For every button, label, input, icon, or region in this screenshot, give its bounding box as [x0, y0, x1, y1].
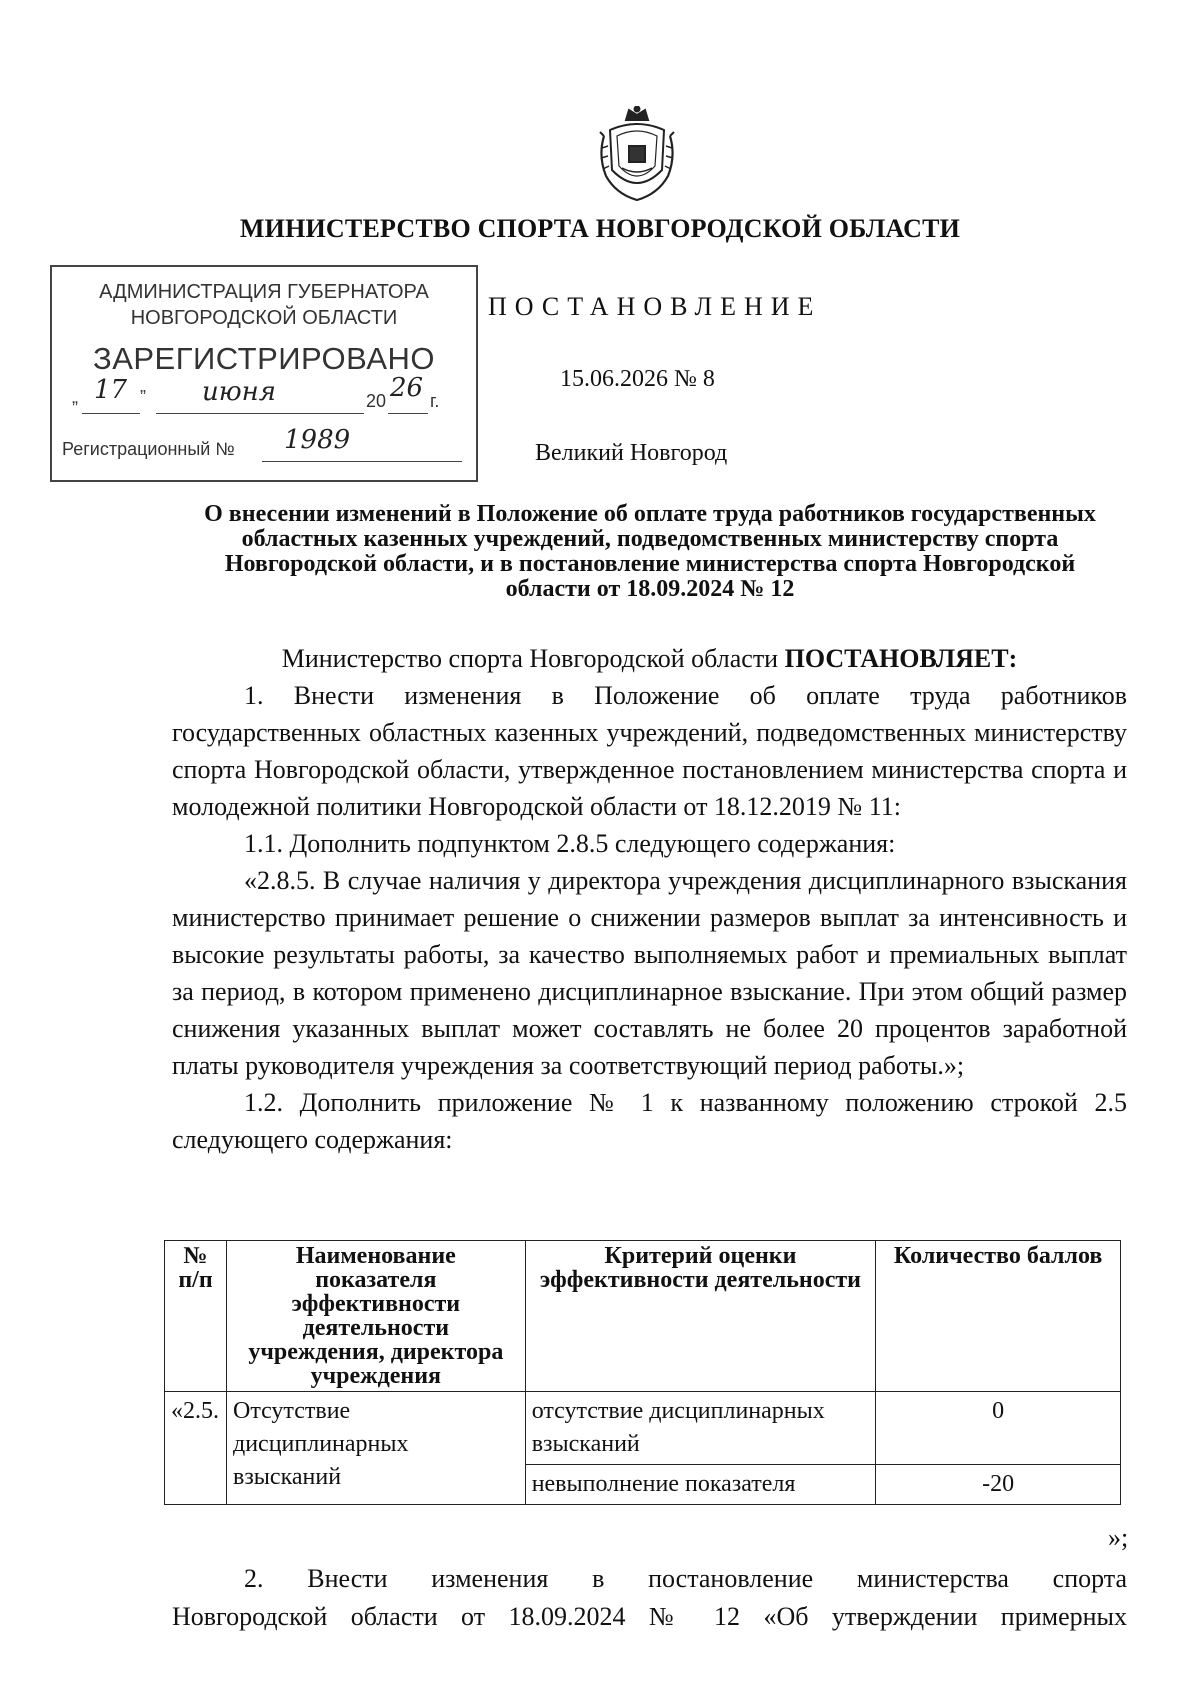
stamp-line-region: НОВГОРОДСКОЙ ОБЛАСТИ [130, 307, 398, 329]
table-header-row [165, 1241, 1121, 1392]
stamp-line-administration: АДМИНИСТРАЦИЯ ГУБЕРНАТОРА [99, 281, 429, 303]
table-row [165, 1392, 1121, 1465]
row-points-2: -20 [876, 1465, 1121, 1505]
row-indicator: Отсутствие дисциплинарных взысканий [226, 1392, 525, 1505]
registration-stamp [50, 265, 478, 482]
paragraph-2-line-2: Новгородской области от 18.09.2024 № 12 «Об утверждении примерных [172, 1602, 1127, 1631]
paragraph-quote-2-8-5: «2.8.5. В случае наличия у директора учреждения дисциплинарного взыскания министерство принимает решение о снижении размеров выплат за интенсивность и высокие результаты работы, за качество выполняемых работ и премиальных выплат за период, в котором применено дисциплинарное взыскание. При этом общий размер снижения указанных выплат может составлять не более 20 процентов заработной платы руководителя учреждения за соответствующий период работы.»; [172, 866, 1127, 1080]
intro-text: Министерство спорта Новгородской области [281, 644, 785, 673]
stamp-quote-close: ” [140, 387, 146, 407]
document-body [172, 640, 1127, 1158]
paragraph-1-2: 1.2. Дополнить приложение № 1 к названному положению строкой 2.5 следующего содержания: [172, 1088, 1127, 1154]
stamp-date-row [72, 373, 462, 415]
criteria-table [164, 1240, 1121, 1505]
stamp-day: 17 [94, 375, 128, 405]
stamp-quote-open: „ [72, 387, 78, 407]
stamp-registration-row [62, 425, 467, 465]
header-cell-number: № п/п [165, 1241, 227, 1392]
paragraph-2-line-1: 2. Внести изменения в постановление министерства спорта [244, 1564, 1127, 1593]
stamp-line-registered: ЗАРЕГИСТРИРОВАНО [92, 341, 435, 376]
row-points-1: 0 [876, 1392, 1121, 1465]
document-city: Великий Новгород [535, 440, 728, 466]
document-type: ПОСТАНОВЛЕНИЕ [488, 292, 822, 321]
row-number: «2.5. [165, 1392, 227, 1505]
header-cell-criteria: Критерий оценки эффективности деятельности [525, 1241, 876, 1392]
paragraph-1-1: 1.1. Дополнить подпунктом 2.8.5 следующего содержания: [244, 829, 896, 858]
row-criterion-2: невыполнение показателя [525, 1465, 876, 1505]
row-criterion-1: отсутствие дисциплинарных взысканий [525, 1392, 876, 1465]
stamp-year-suffix: 26 [390, 373, 424, 403]
paragraph-1: 1. Внести изменения в Положение об оплате труда работников государственных областных казенных учреждений, подведомственных министерству спорта Новгородской области, утвержденное постановлением министерства спорта и молодежной политики Новгородской области от 18.12.2019 № 11: [172, 681, 1127, 821]
stamp-year-prefix: 20 [366, 391, 387, 411]
intro-paragraph [172, 640, 1127, 677]
stamp-reg-label: Регистрационный № [62, 439, 235, 459]
header-cell-indicator: Наименование показателя эффективности деятельности учреждения, директора учреждения [226, 1241, 525, 1392]
table-closing-mark: »; [1108, 1523, 1129, 1552]
stamp-year-mark: г. [430, 391, 440, 411]
document-date-number: 15.06.2026 № 8 [560, 366, 715, 392]
intro-decree-word: ПОСТАНОВЛЯЕТ: [784, 644, 1018, 673]
ministry-name: МИНИСТЕРСТВО СПОРТА НОВГОРОДСКОЙ ОБЛАСТИ [239, 214, 961, 243]
stamp-reg-number: 1989 [284, 425, 351, 455]
stamp-month: июня [202, 377, 276, 407]
coat-of-arms-emblem [596, 106, 678, 204]
paragraph-2 [172, 1560, 1127, 1636]
document-subject: О внесении изменений в Положение об оплате труда работников государственных областных казенных учреждений, подведомственных министерству спорта Новгородской области, и в постановление министерства спорта Новгородской области от 18.09.2024 № 12 [204, 501, 1096, 602]
header-cell-points: Количество баллов [876, 1241, 1121, 1392]
